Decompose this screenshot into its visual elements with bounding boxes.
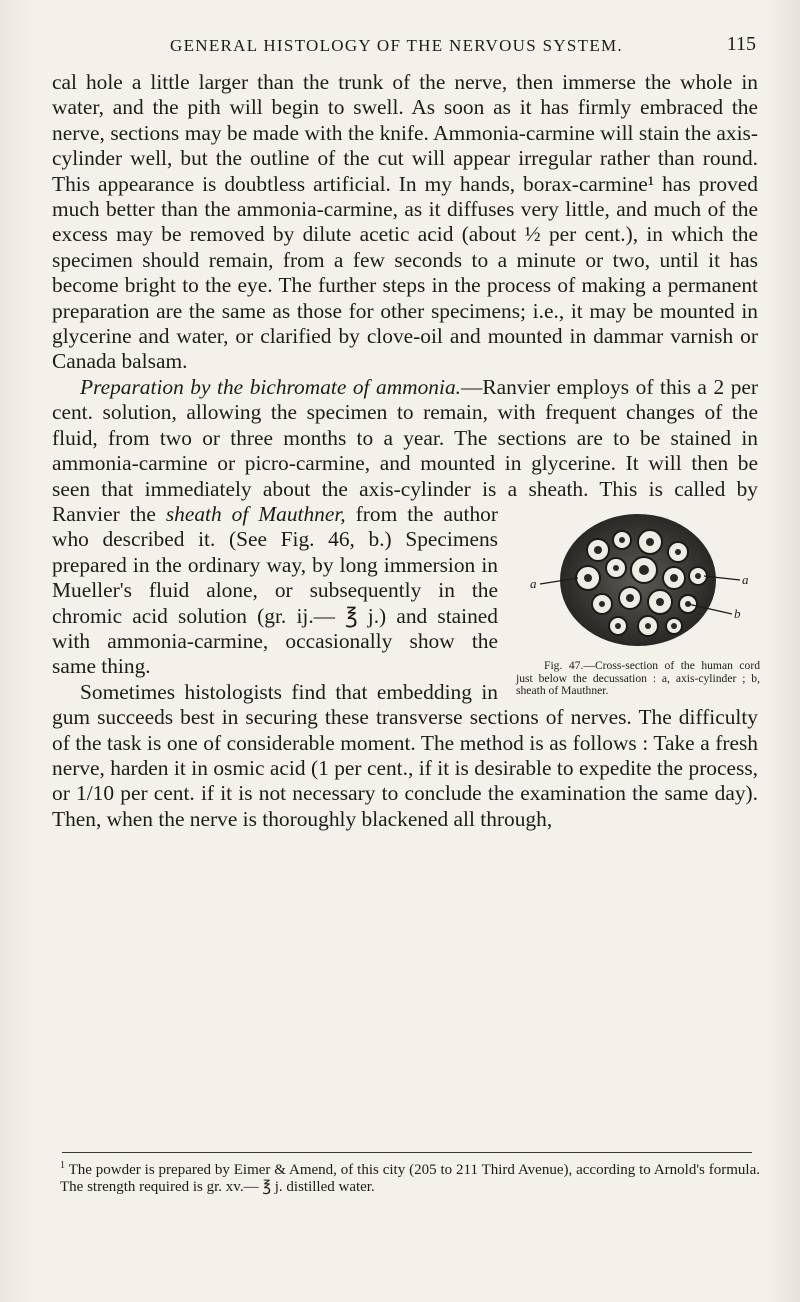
- running-head: GENERAL HISTOLOGY OF THE NERVOUS SYSTEM.: [170, 36, 623, 55]
- figure-label-right-b: b: [734, 605, 741, 621]
- paragraph-2: [52, 374, 760, 698]
- figure-caption: Fig. 47.—Cross-section of the human cord just below the decussation : a, axis-cylinder ; b, sheath of Mauthner.: [516, 658, 760, 698]
- footnote: [60, 1158, 760, 1195]
- footnote-text: The powder is prepared by Eimer & Amend, of this city (205 to 211 Third Avenue), according to Arnold's formula. The strength required is gr. xv.— ℥ j. distilled water.: [60, 1162, 760, 1195]
- sheath-term: sheath of Mauthner,: [165, 501, 346, 526]
- figure-label-left: a: [530, 575, 537, 591]
- figure-label-right-a: a: [742, 571, 749, 587]
- body-text: [52, 70, 758, 832]
- figure-47: [512, 506, 764, 698]
- paragraph-1: cal hole a little larger than the trunk of the nerve, then immerse the whole in water, and the pith will begin to swell. As soon as it has firmly embraced the nerve, sections may be made with the knife. Ammonia-carmine will stain the axis-cylinder well, but the outline of the cut will appear irregular rather than round. This appearance is doubtless artificial. In my hands, borax-carmine¹ has proved much better than the ammonia-carmine, as it diffuses very little, and much of the excess may be removed by dilute acetic acid (about ½ per cent.), in which the specimen should remain, from a few seconds to a minute or two, until it has become bright to the eye. The further steps in the process of making a permanent preparation are the same as those for other specimens; i.e., it may be mounted in glycerine and water, or clarified by clove-oil and mounted in dammar varnish or Canada balsam.: [52, 70, 758, 374]
- paragraph-2-heading: Preparation by the bichromate of ammonia.: [80, 374, 461, 399]
- page-header: [60, 33, 760, 62]
- footnote-mark: 1: [60, 1160, 65, 1171]
- paragraph-2-intro: —Ranvier employs of this a 2 per cent. solution, allowing the specimen to remain, with frequent changes of the fluid, from two or three months to a year. The sections are to be stained in ammonia-carmine or picro-carmine, and mounted in glycerine. It will then be seen that immediately about the axis-cylinder is a sheath. This is called by Ranvier the: [52, 374, 759, 526]
- footnote-rule: [62, 1152, 752, 1153]
- paragraph-3: Sometimes histologists find that embedding in gum succeeds best in securing these transverse sections of nerves. The difficulty of the task is one of considerable moment. The method is as follows : Take a fresh nerve, harden it in osmic acid (1 per cent., if it is desirable to expedite the process, or 1/10 per cent. if it is not necessary to conclude the examination the same day). Then, when the nerve is thoroughly blackened all through,: [52, 679, 758, 831]
- paragraph-2-rest: from the author who described it. (See Fig. 46, b.) Specimens prepared in the ordinary way, by long immersion in Mueller's fluid alone, or subsequently in the chromic acid solution (gr. ij.— ℥ j.) and stained with ammonia-carmine, occasionally show the same thing.: [52, 501, 498, 679]
- nerve-cross-section-illustration: [518, 506, 758, 656]
- page-number: 115: [726, 33, 756, 55]
